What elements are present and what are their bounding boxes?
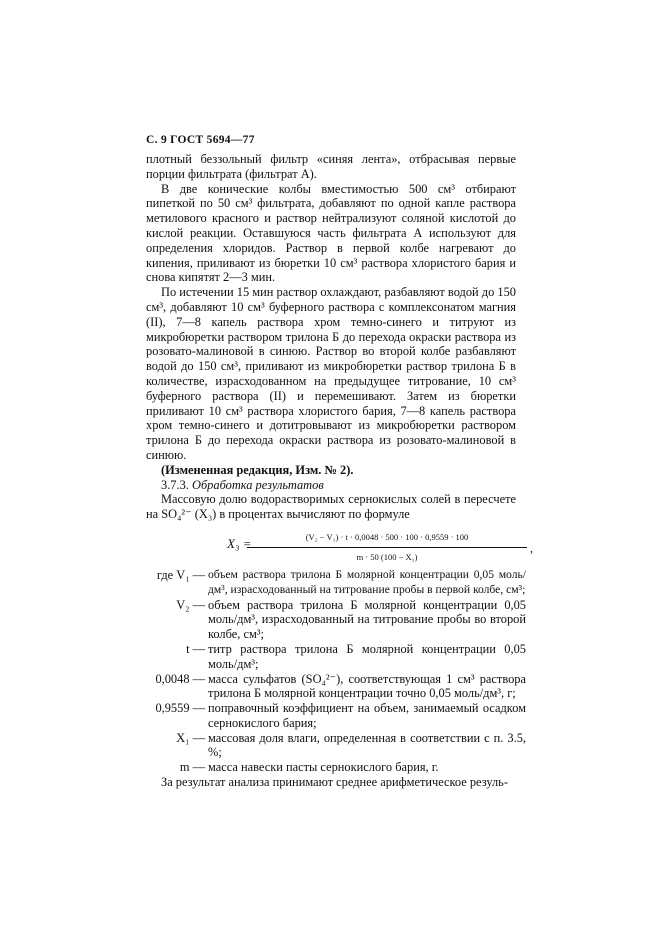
definition-row bbox=[146, 701, 526, 731]
definition-text: масса навески пасты сернокислого бария, г. bbox=[208, 760, 439, 775]
definition-term: 0,9559 — bbox=[155, 701, 205, 716]
definition-text: объем раствора трилона Б молярной концентрации 0,05 моль/дм³, израсходованный на титрование пробы во второй колбе, см³; bbox=[208, 597, 526, 642]
definition-text: масса сульфатов (SO₄²⁻), соответствующая 1 см³ раствора трилона Б молярной концентрации точно 0,05 моль/дм³, г; bbox=[208, 671, 526, 701]
definition-text: массовая доля влаги, определенная в соответствии с п. 3.5, %; bbox=[208, 730, 526, 760]
definition-term: t — bbox=[186, 641, 205, 656]
definitions-list bbox=[146, 568, 526, 775]
formula-trail: , bbox=[530, 540, 533, 555]
definition-row bbox=[146, 672, 526, 702]
definition-term: X₁ — bbox=[176, 730, 205, 745]
definition-row bbox=[146, 760, 526, 775]
definition-row bbox=[146, 642, 526, 672]
paragraph-formula-intro: Массовую долю водорастворимых сернокислых солей в пересчете на SO₄²⁻ (X₃) в процентах вычисляют по формуле bbox=[146, 492, 516, 522]
formula-denominator: m · 50 (100 − X₁) bbox=[356, 551, 418, 562]
section-heading bbox=[146, 478, 516, 493]
definition-text: поправочный коэффициент на объем, занимаемый осадком сернокислого бария; bbox=[208, 701, 526, 730]
page-header: С. 9 ГОСТ 5694—77 bbox=[146, 134, 255, 146]
definition-text: титр раствора трилона Б молярной концентрации 0,05 моль/дм³; bbox=[208, 641, 526, 671]
edition-note: (Измененная редакция, Изм. № 2). bbox=[161, 462, 354, 477]
formula-fraction bbox=[247, 530, 527, 565]
paragraph-flasks: В две конические колбы вместимостью 500 см³ отбирают пипеткой по 50 см³ фильтрата, добавляют по одной капле раствора метилового красного и раствор нейтрализуют соляной кислотой до кислой реакции. Оставшуюся часть фильтрата А используют для определения хлоридов. Раствор в первой колбе нагревают до кипения, приливают из бюретки 10 см³ раствора хлористого бария и снова кипятят 2—3 мин. bbox=[146, 181, 516, 285]
definition-text: объем раствора трилона Б молярной концентрации 0,05 моль/дм³, израсходованный на титрование пробы в первой колбе, см³; bbox=[208, 567, 526, 596]
paragraph-titration: По истечении 15 мин раствор охлаждают, разбавляют водой до 150 см³, добавляют 10 см³ буферного раствора с комплексонатом магния (II), 7—8 капель раствора хром темно-синего и титруют из микробюретки раствором трилона Б до перехода окраски раствора из розовато-малиновой в синюю. Раствор во второй колбе разбавляют водой до 150 см³, приливают из микробюретки раствор трилона Б в количестве, израсходованном на предыдущее титрование, 10 см³ буферного раствора (II) и перемешивают. Затем из бюретки приливают 10 см³ раствора хлористого бария, 7—8 капель раствора хром темно-синего и дотитровывают из микробюретки раствором трилона Б до перехода окраски раствора из розовато-малиновой в синюю. bbox=[146, 285, 516, 462]
definition-row bbox=[146, 568, 526, 598]
formula-x3 bbox=[146, 526, 533, 566]
paragraph-result: За результат анализа принимают среднее арифметическое резуль- bbox=[161, 775, 508, 790]
definition-row bbox=[146, 598, 526, 642]
section-title: Обработка результатов bbox=[192, 477, 324, 492]
paragraph-filter: плотный беззольный фильтр «синяя лента», отбрасывая первые порции фильтрата (фильтрат А). bbox=[146, 152, 516, 181]
definition-term: V₂ — bbox=[176, 597, 205, 612]
definition-row bbox=[146, 731, 526, 761]
definition-term: m — bbox=[179, 760, 205, 775]
section-number: 3.7.3. bbox=[161, 477, 189, 492]
document-body bbox=[146, 152, 533, 790]
definition-term: 0,0048 — bbox=[155, 671, 205, 686]
definition-term: где V₁ — bbox=[156, 567, 205, 582]
formula-numerator: (V₂ − V₁) · t · 0,0048 · 500 · 100 · 0,9559 · 100 bbox=[305, 531, 469, 542]
formula-lhs: X₃ = bbox=[227, 535, 252, 551]
